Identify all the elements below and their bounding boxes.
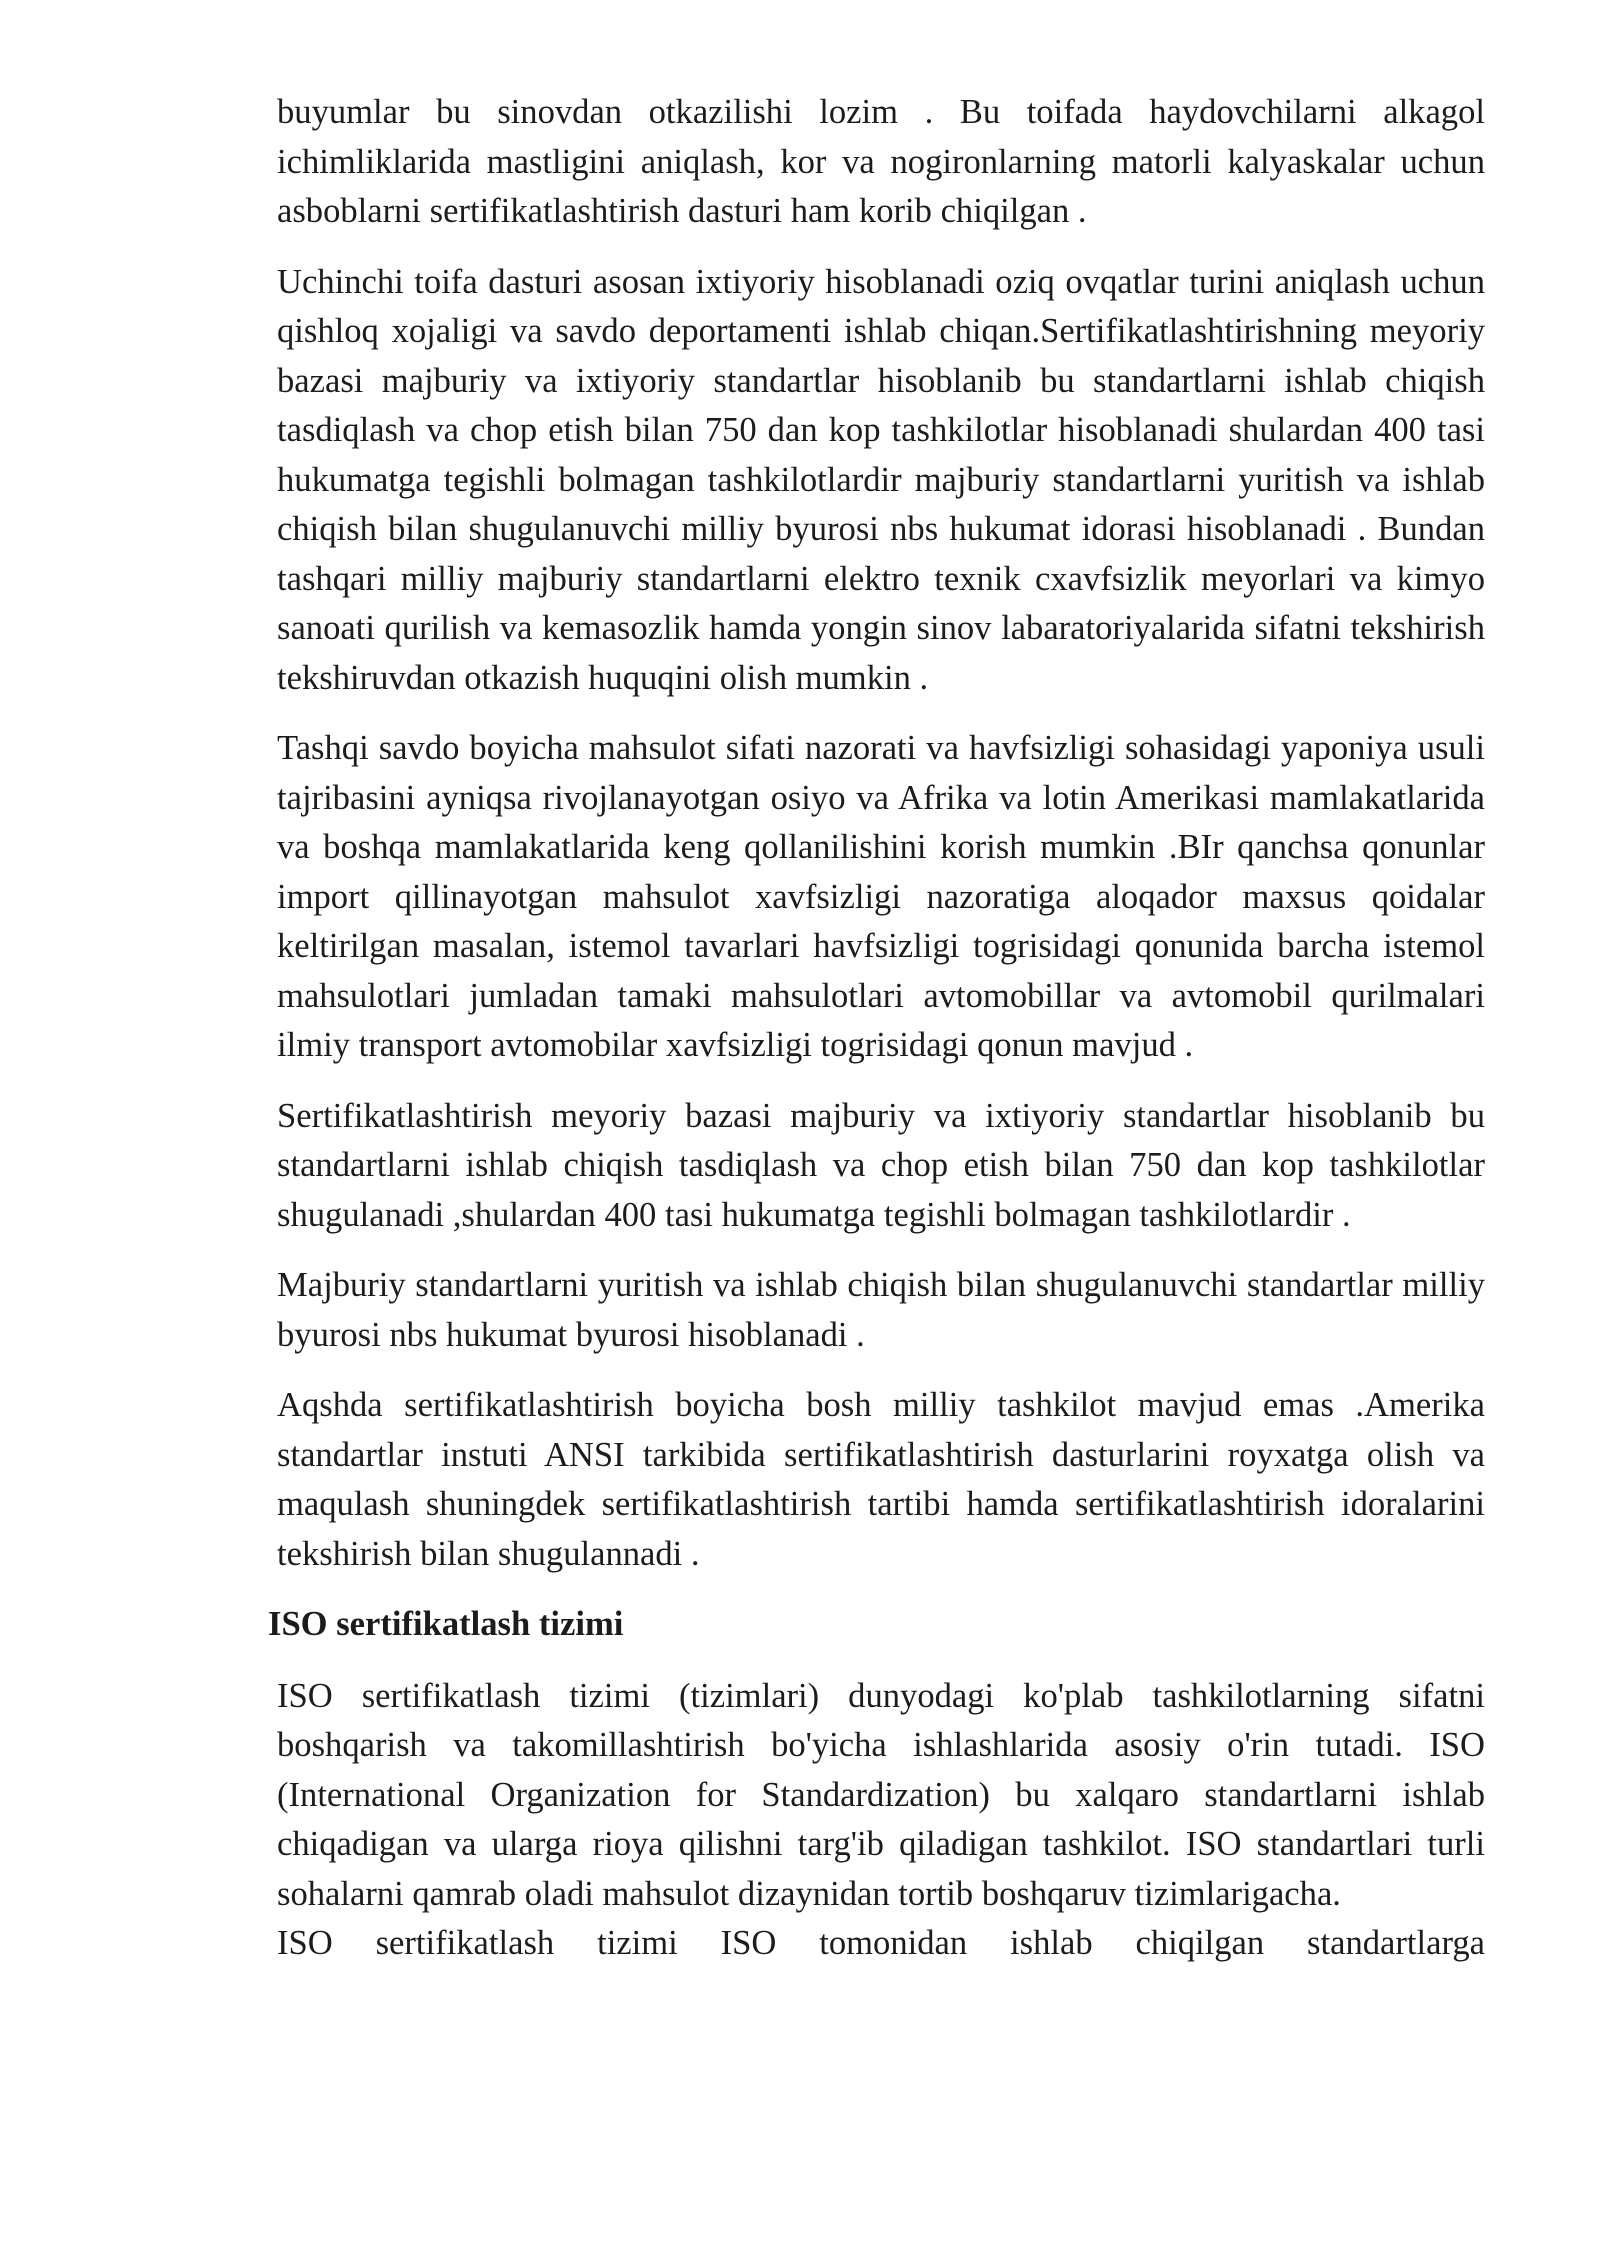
paragraph-category-two-end: buyumlar bu sinovdan otkazilishi lozim . Bu toifada haydovchilarni alkagol ichimliklarida mastligini aniqlash, kor va nogironlarning matorli kalyaskalar uchun asboblarni sertifikatlashtirish dasturi ham korib chiqilgan . — [277, 93, 1485, 230]
paragraph-iso-continued: ISO sertifikatlash tizimi ISO tomonidan ishlab chiqilgan standartlarga — [277, 1924, 1485, 1962]
paragraph-normative-base: Sertifikatlashtirish meyoriy bazasi majburiy va ixtiyoriy standartlar hisoblanib bu standartlarni ishlab chiqish tasdiqlash va chop etish bilan 750 dan kop tashkilotlar shugulanadi ,shulardan 400 tasi hukumatga tegishli bolmagan tashkilotlardir . — [277, 1096, 1485, 1234]
paragraph-category-three: Uchinchi toifa dasturi asosan ixtiyoriy hisoblanadi oziq ovqatlar turini aniqlash uchun qishloq xojaligi va savdo deportamenti ishlab chiqan.Sertifikatlashtirishning meyoriy bazasi majburiy va ixtiyoriy standartlar hisoblanib bu standartlarni ishlab chiqish tasdiqlash va chop etish bilan 750 dan kop tashkilotlar hisoblanadi shulardan 400 tasi hukumatga tegishli bolmagan tashkilotlardir majburiy standartlarni yuritish va ishlab chiqish bilan shugulanuvchi milliy byurosi nbs hukumat idorasi hisoblanadi . Bundan tashqari milliy majburiy standartlarni elektro texnik cxavfsizlik meyorlari va kimyo sanoati qurilish va kemasozlik hamda yongin sinov labaratoriyalarida sifatni tekshirish tekshiruvdan otkazish huquqini olish mumkin . — [277, 262, 1485, 697]
section-heading: ISO sertifikatlash tizimi — [268, 1605, 624, 1643]
document-body — [268, 88, 1485, 1969]
paragraph-usa-certification: Aqshda sertifikatlashtirish boyicha bosh milliy tashkilot mavjud emas .Amerika standartlar instuti ANSI tarkibida sertifikatlashtirish dasturlarini royxatga olish va maqulash shuningdek sertifikatlashtirish tartibi hamda sertifikatlashtirish idoralarini tekshirish bilan shugulannadi . — [277, 1386, 1485, 1573]
paragraph-mandatory-standards: Majburiy standartlarni yuritish va ishlab chiqish bilan shugulanuvchi standartlar milliy byurosi nbs hukumat byurosi hisoblanadi . — [277, 1266, 1485, 1354]
paragraph-foreign-trade: Tashqi savdo boyicha mahsulot sifati nazorati va havfsizligi sohasidagi yaponiya usuli tajribasini ayniqsa rivojlanayotgan osiyo va Afrika va lotin Amerikasi mamlakatlarida va boshqa mamlakatlarida keng qollanilishini korish mumkin .BIr qanchsa qonunlar import qillinayotgan mahsulot xavfsizligi nazoratiga aloqador maxsus qoidalar keltirilgan masalan, istemol tavarlari havfsizligi togrisidagi qonunida barcha istemol mahsulotlari jumladan tamaki mahsulotlari avtomobillar va avtomobil qurilmalari ilmiy transport avtomobilar xavfsizligi togrisidagi qonun mavjud . — [277, 729, 1485, 1064]
paragraph-iso-overview: ISO sertifikatlash tizimi (tizimlari) dunyodagi ko'plab tashkilotlarning sifatni boshqarish va takomillashtirish bo'yicha ishlashlarida asosiy o'rin tutadi. ISO (International Organization for Standardization) bu xalqaro standartlarni ishlab chiqadigan va ularga rioya qilishni targ'ib qiladigan tashkilot. ISO standartlari turli sohalarni qamrab oladi mahsulot dizaynidan tortib boshqaruv tizimlarigacha. — [277, 1676, 1485, 1913]
